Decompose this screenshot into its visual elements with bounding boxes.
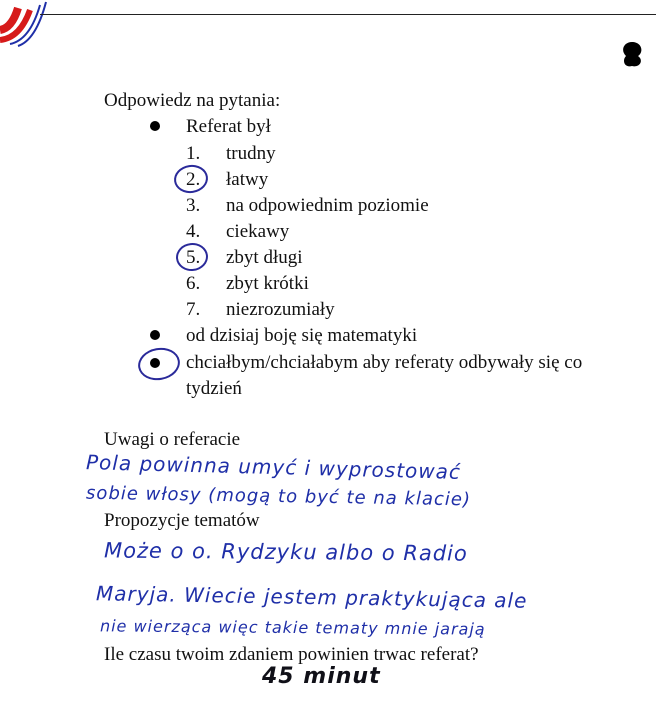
- option-label: zbyt długi: [226, 247, 303, 268]
- option-label: łatwy: [226, 169, 269, 190]
- option-label: ciekawy: [226, 221, 290, 242]
- ink-blot-mark: [620, 40, 644, 70]
- top-rule: [40, 14, 656, 15]
- handwritten-propozycje-line2: Maryja. Wiecie jestem praktykująca ale: [95, 581, 528, 613]
- section-uwagi-label: Uwagi o referacie: [104, 429, 241, 450]
- section-czas-label: Ile czasu twoim zdaniem powinien trwac referat?: [104, 644, 479, 665]
- option-label: trudny: [226, 143, 276, 164]
- selected-answer-circle: [175, 241, 210, 272]
- selected-answer-circle: [172, 163, 210, 195]
- option-number: 5.: [186, 247, 201, 268]
- question-weekly-line1: chciałbym/chciałabym aby referaty odbywały się co: [186, 352, 583, 373]
- section-propozycje-label: Propozycje tematów: [104, 510, 260, 531]
- question-weekly-line2: tydzień: [186, 378, 242, 399]
- red-scribble-mark: [0, 0, 60, 50]
- selected-answer-circle: [136, 345, 183, 384]
- option-number: 7.: [186, 299, 201, 320]
- handwritten-czas-answer: 45 minut: [262, 664, 381, 689]
- option-label: na odpowiednim poziomie: [226, 195, 429, 216]
- option-number: 4.: [186, 221, 201, 242]
- page-title: Odpowiedz na pytania:: [104, 90, 281, 111]
- handwritten-uwagi-line2: sobie włosy (mogą to być te na klacie): [85, 482, 472, 511]
- option-label: zbyt krótki: [226, 273, 309, 294]
- question-math-fear: od dzisiaj boję się matematyki: [186, 325, 418, 346]
- bullet-q1: [150, 121, 160, 131]
- handwritten-uwagi-line1: Pola powinna umyć i wyprostować: [85, 450, 462, 484]
- bullet-q2: [150, 330, 160, 340]
- option-number: 6.: [186, 273, 201, 294]
- handwritten-propozycje-line3: nie wierząca więc takie tematy mnie jarają: [99, 616, 486, 639]
- option-number: 2.: [186, 169, 201, 190]
- option-number: 3.: [186, 195, 201, 216]
- option-number: 1.: [186, 143, 201, 164]
- question-referat-byl: Referat był: [186, 116, 271, 137]
- handwritten-propozycje-line1: Może o o. Rydzyku albo o Radio: [103, 538, 468, 566]
- option-label: niezrozumiały: [226, 299, 335, 320]
